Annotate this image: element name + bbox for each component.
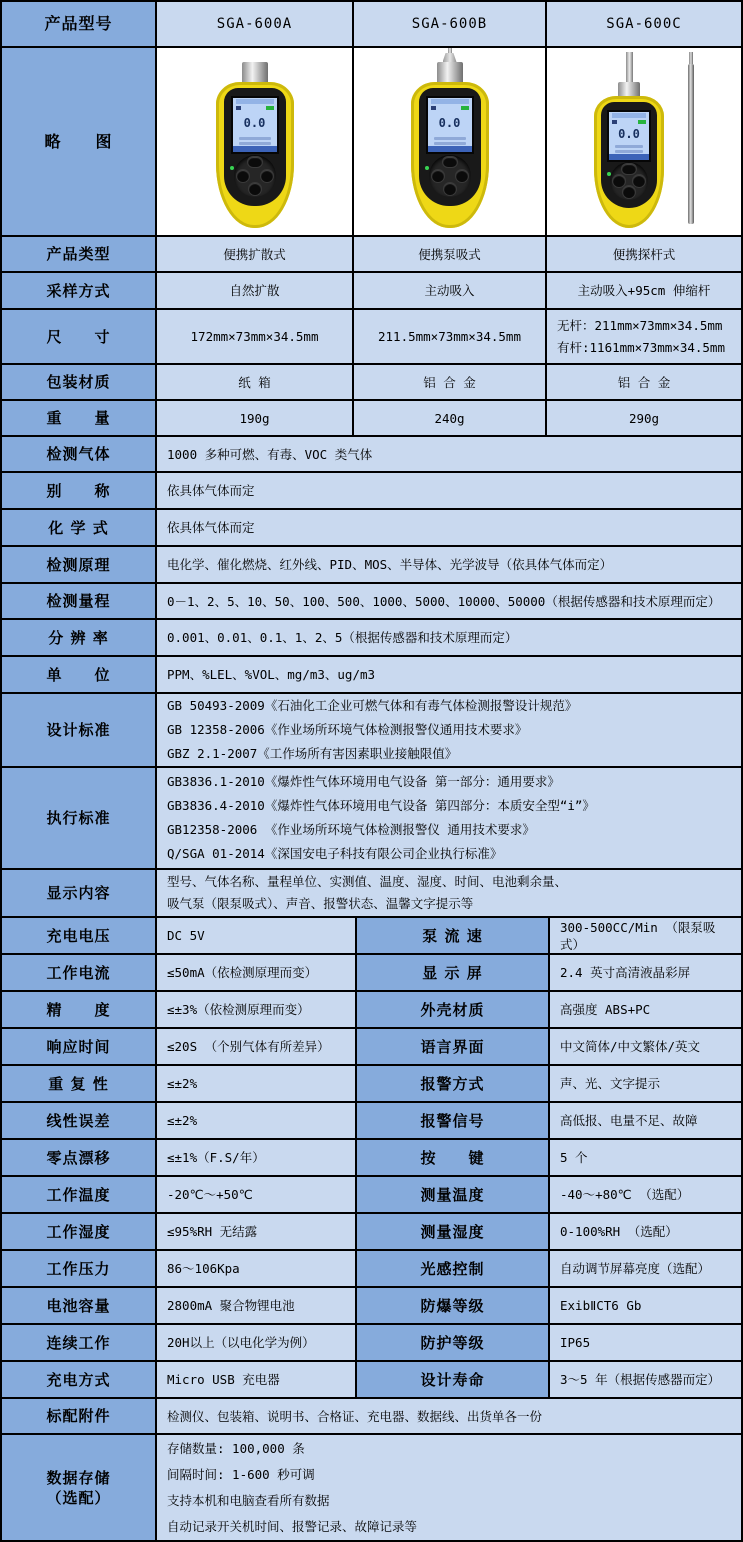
table-row — [2, 401, 741, 437]
table-row-accessories — [2, 1399, 741, 1435]
table-row — [2, 620, 741, 657]
spec-label: 防爆等级 — [357, 1288, 550, 1323]
keypad-button — [443, 157, 457, 167]
keypad-button — [622, 164, 636, 174]
table-row — [2, 955, 741, 992]
table-row — [2, 1140, 741, 1177]
row-label: 显示内容 — [2, 870, 157, 916]
row-label: 采样方式 — [2, 273, 157, 308]
cell-value: 0.001、0.01、0.1、1、2、5（根据传感器和技术原理而定） — [157, 620, 741, 655]
spec-value: -20℃～+50℃ — [157, 1177, 357, 1212]
keypad — [429, 155, 471, 197]
gas-reading: 0.0 — [618, 127, 640, 141]
product-photo-sga600a — [157, 48, 354, 235]
cell-value: 铝 合 金 — [547, 365, 741, 399]
row-label: 设计标准 — [2, 694, 157, 766]
model-name-b: SGA-600B — [354, 2, 547, 46]
row-label: 检测气体 — [2, 437, 157, 471]
cell-value: 型号、气体名称、量程单位、实测值、温度、湿度、时间、电池剩余量、 吸气泵（限泵吸式）、声音、报警状态、温馨文字提示等 — [157, 870, 741, 916]
table-row — [2, 1177, 741, 1214]
spec-label: 测量湿度 — [357, 1214, 550, 1249]
table-row-design-standards — [2, 694, 741, 768]
spec-value: Micro USB 充电器 — [157, 1362, 357, 1397]
keypad — [610, 162, 648, 200]
spec-label: 充电电压 — [2, 918, 157, 953]
row-label: 尺 寸 — [2, 310, 157, 363]
spec-value: 自动调节屏幕亮度（选配） — [550, 1251, 741, 1286]
gas-reading: 0.0 — [243, 116, 266, 130]
cell-value: GB 50493-2009《石油化工企业可燃气体和有毒气体检测报警设计规范》 GB 12358-2006《作业场所环境气体检测报警仪通用技术要求》 GBZ 2.1-2007《工作场所有害因素职业接触限值》 — [157, 694, 741, 766]
gas-reading: 0.0 — [438, 116, 461, 130]
cell-value: 240g — [354, 401, 547, 435]
table-row — [2, 237, 741, 273]
spec-label: 工作电流 — [2, 955, 157, 990]
spec-value: ExibⅡCT6 Gb — [550, 1288, 741, 1323]
keypad-button — [248, 157, 262, 167]
spec-value: ≤50mA（依检测原理而变） — [157, 955, 357, 990]
spec-value: 3～5 年（根据传感器而定） — [550, 1362, 741, 1397]
model-name-c: SGA-600C — [547, 2, 741, 46]
device-illustration-c — [594, 52, 664, 228]
table-row — [2, 1362, 741, 1399]
table-row — [2, 657, 741, 694]
spec-label: 语言界面 — [357, 1029, 550, 1064]
spec-label: 线性误差 — [2, 1103, 157, 1138]
spec-value: -40～+80℃ （选配） — [550, 1177, 741, 1212]
keypad-button — [444, 183, 456, 195]
spec-label: 报警信号 — [357, 1103, 550, 1138]
table-row — [2, 1214, 741, 1251]
keypad-button — [432, 170, 444, 182]
table-row — [2, 1103, 741, 1140]
cell-value: 存储数量: 100,000 条 间隔时间: 1-600 秒可调 支持本机和电脑查看所有数据 自动记录开关机时间、报警记录、故障记录等 — [157, 1435, 741, 1540]
cell-value: 0－1、2、5、10、50、100、500、1000、5000、10000、50000（根据传感器和技术原理而定） — [157, 584, 741, 618]
spec-label: 工作压力 — [2, 1251, 157, 1286]
cell-value: 便携扩散式 — [157, 237, 354, 271]
row-label: 标配附件 — [2, 1399, 157, 1433]
cell-value: 自然扩散 — [157, 273, 354, 308]
spec-value: ≤±1%（F.S/年） — [157, 1140, 357, 1175]
keypad-button — [623, 186, 635, 198]
spec-value: 2.4 英寸高清液晶彩屏 — [550, 955, 741, 990]
sensor-cap — [437, 62, 463, 82]
sensor-cap — [618, 82, 640, 96]
cell-value: PPM、%LEL、%VOL、mg/m3、ug/m3 — [157, 657, 741, 692]
cell-value: 主动吸入 — [354, 273, 547, 308]
power-led — [230, 166, 234, 170]
cell-value: 便携探杆式 — [547, 237, 741, 271]
pump-probe — [448, 48, 452, 53]
cell-value: 依具体气体而定 — [157, 473, 741, 508]
product-photo-sga600c — [547, 48, 741, 235]
row-label: 执行标准 — [2, 768, 157, 868]
spec-value: 20H以上（以电化学为例） — [157, 1325, 357, 1360]
cell-value: 纸 箱 — [157, 365, 354, 399]
spec-value: 5 个 — [550, 1140, 741, 1175]
row-label: 检测量程 — [2, 584, 157, 618]
table-row — [2, 473, 741, 510]
spec-label: 防护等级 — [357, 1325, 550, 1360]
spec-label: 光感控制 — [357, 1251, 550, 1286]
spec-value: 86～106Kpa — [157, 1251, 357, 1286]
keypad-button — [456, 170, 468, 182]
spec-label: 报警方式 — [357, 1066, 550, 1101]
spec-value: ≤±3%（依检测原理而变） — [157, 992, 357, 1027]
spec-label: 外壳材质 — [357, 992, 550, 1027]
screen-date-bar — [609, 154, 649, 160]
row-label: 分 辨 率 — [2, 620, 157, 655]
device-screen — [426, 96, 474, 154]
keypad-button — [613, 175, 625, 187]
spec-label: 零点漂移 — [2, 1140, 157, 1175]
spec-value: ≤±2% — [157, 1103, 357, 1138]
spec-label: 重 复 性 — [2, 1066, 157, 1101]
table-row — [2, 547, 741, 584]
table-row — [2, 1066, 741, 1103]
table-row-display-content — [2, 870, 741, 918]
spec-label: 按 键 — [357, 1140, 550, 1175]
spec-label: 工作湿度 — [2, 1214, 157, 1249]
spec-value: 高低报、电量不足、故障 — [550, 1103, 741, 1138]
keypad-button — [249, 183, 261, 195]
row-label: 产品类型 — [2, 237, 157, 271]
spec-label: 显 示 屏 — [357, 955, 550, 990]
product-photo-sga600b — [354, 48, 547, 235]
spec-value: ≤95%RH 无结露 — [157, 1214, 357, 1249]
table-row-model — [2, 2, 741, 48]
keypad-button — [633, 175, 645, 187]
keypad-button — [261, 170, 273, 182]
table-row — [2, 1251, 741, 1288]
row-label: 包装材质 — [2, 365, 157, 399]
spec-label: 精 度 — [2, 992, 157, 1027]
table-row — [2, 273, 741, 310]
spec-value: 中文简体/中文繁体/英文 — [550, 1029, 741, 1064]
row-label: 重 量 — [2, 401, 157, 435]
row-label-model: 产品型号 — [2, 2, 157, 46]
row-label: 别 称 — [2, 473, 157, 508]
cell-value: 无杆：211mm×73mm×34.5mm 有杆:1161mm×73mm×34.5mm — [547, 310, 741, 363]
row-label: 检测原理 — [2, 547, 157, 582]
table-row-data-storage — [2, 1435, 741, 1540]
device-illustration-a — [216, 62, 294, 228]
cell-value: 电化学、催化燃烧、红外线、PID、MOS、半导体、光学波导（依具体气体而定） — [157, 547, 741, 582]
table-row-sketch — [2, 48, 741, 237]
telescopic-probe-rod — [688, 64, 694, 224]
table-row — [2, 918, 741, 955]
spec-label: 测量温度 — [357, 1177, 550, 1212]
cell-value: 便携泵吸式 — [354, 237, 547, 271]
row-label: 数据存储 （选配） — [2, 1435, 157, 1540]
model-name-a: SGA-600A — [157, 2, 354, 46]
spec-value: IP65 — [550, 1325, 741, 1360]
screen-date-bar — [233, 146, 277, 152]
cell-value: 主动吸入+95cm 伸缩杆 — [547, 273, 741, 308]
table-row — [2, 1288, 741, 1325]
table-row — [2, 437, 741, 473]
spec-label: 泵 流 速 — [357, 918, 550, 953]
table-row — [2, 510, 741, 547]
cell-value: 依具体气体而定 — [157, 510, 741, 545]
row-label: 单 位 — [2, 657, 157, 692]
pump-probe — [626, 52, 633, 82]
sensor-cap — [242, 62, 268, 82]
spec-value: ≤20S （个别气体有所差异） — [157, 1029, 357, 1064]
table-row — [2, 310, 741, 365]
cell-value: 铝 合 金 — [354, 365, 547, 399]
row-label-sketch: 略 图 — [2, 48, 157, 235]
spec-label: 连续工作 — [2, 1325, 157, 1360]
cell-value: 190g — [157, 401, 354, 435]
row-label: 化 学 式 — [2, 510, 157, 545]
cell-value: GB3836.1-2010《爆炸性气体环境用电气设备 第一部分：通用要求》 GB3836.4-2010《爆炸性气体环境用电气设备 第四部分：本质安全型“i”》 GB12358-2006 《作业场所环境气体检测报警仪 通用技术要求》 Q/SGA 01-2014《深国安电子科技有限公司企业执行标准》 — [157, 768, 741, 868]
power-led — [425, 166, 429, 170]
spec-label: 响应时间 — [2, 1029, 157, 1064]
cell-value: 211.5mm×73mm×34.5mm — [354, 310, 547, 363]
spec-value: 2800mA 聚合物锂电池 — [157, 1288, 357, 1323]
cell-value: 1000 多种可燃、有毒、VOC 类气体 — [157, 437, 741, 471]
spec-value: 0-100%RH （选配） — [550, 1214, 741, 1249]
table-row — [2, 1325, 741, 1362]
keypad-button — [237, 170, 249, 182]
spec-label: 充电方式 — [2, 1362, 157, 1397]
spec-value: 高强度 ABS+PC — [550, 992, 741, 1027]
spec-label: 工作温度 — [2, 1177, 157, 1212]
cell-value: 172mm×73mm×34.5mm — [157, 310, 354, 363]
spec-label: 电池容量 — [2, 1288, 157, 1323]
table-row-exec-standards — [2, 768, 741, 870]
device-screen — [231, 96, 279, 154]
cell-value: 290g — [547, 401, 741, 435]
spec-value: 声、光、文字提示 — [550, 1066, 741, 1101]
keypad — [234, 155, 276, 197]
spec-label: 设计寿命 — [357, 1362, 550, 1397]
device-illustration-b — [411, 48, 489, 228]
screen-date-bar — [428, 146, 472, 152]
cell-value: 检测仪、包装箱、说明书、合格证、充电器、数据线、出货单各一份 — [157, 1399, 741, 1433]
table-row — [2, 1029, 741, 1066]
spec-value: DC 5V — [157, 918, 357, 953]
table-row — [2, 992, 741, 1029]
device-screen — [607, 110, 651, 162]
table-row — [2, 365, 741, 401]
spec-value: 300-500CC/Min （限泵吸式） — [550, 918, 741, 953]
spec-value: ≤±2% — [157, 1066, 357, 1101]
table-row — [2, 584, 741, 620]
